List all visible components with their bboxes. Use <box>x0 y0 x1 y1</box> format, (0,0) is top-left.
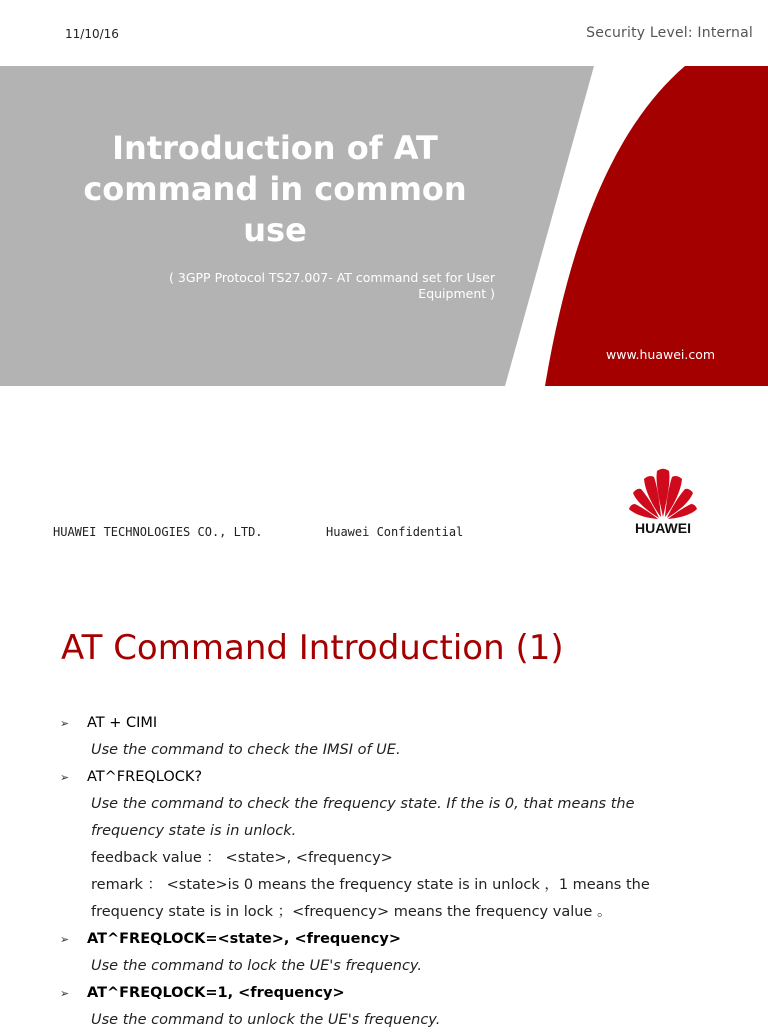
arrow-bullet-icon: ➢ <box>60 987 70 1000</box>
title-line: use <box>243 211 307 249</box>
command-name: AT^FREQLOCK=<state>, <frequency> <box>87 931 401 947</box>
command-description: Use the command to unlock the UE's frequency. <box>91 1012 441 1028</box>
title-line: Introduction of AT <box>112 129 438 167</box>
command-remark: frequency state is in lock ；<frequency> means the frequency value 。 <box>91 904 612 920</box>
command-name: AT^FREQLOCK=1, <frequency> <box>87 985 345 1001</box>
slide-subtitle <box>100 270 495 302</box>
arrow-bullet-icon: ➢ <box>60 933 70 946</box>
huawei-logo-text: HUAWEI <box>635 520 691 536</box>
command-feedback: feedback value ： <state>, <frequency> <box>91 850 393 866</box>
website-link[interactable]: www.huawei.com <box>606 347 716 362</box>
footer-confidential: Huawei Confidential <box>326 525 464 539</box>
command-description: Use the command to check the IMSI of UE. <box>91 742 401 758</box>
huawei-petals-icon <box>625 465 701 521</box>
command-description: Use the command to lock the UE's frequency. <box>91 958 422 974</box>
arrow-bullet-icon: ➢ <box>60 771 70 784</box>
title-line: command in common <box>83 170 467 208</box>
slide-heading: AT Command Introduction (1) <box>61 628 564 668</box>
command-description: Use the command to check the frequency state. If the is 0, that means the <box>91 796 635 812</box>
command-list <box>60 710 740 1034</box>
arrow-bullet-icon: ➢ <box>60 717 70 730</box>
list-item <box>60 980 740 1007</box>
command-name: AT^FREQLOCK? <box>87 769 203 785</box>
list-item <box>60 710 740 737</box>
list-item <box>60 764 740 791</box>
list-item <box>60 926 740 953</box>
huawei-logo <box>625 465 701 537</box>
subtitle-line: Equipment ) <box>418 286 495 301</box>
footer-company: HUAWEI TECHNOLOGIES CO., LTD. <box>53 525 263 539</box>
subtitle-line: ( 3GPP Protocol TS27.007- AT command set for User <box>169 270 495 285</box>
slide-date: 11/10/16 <box>65 27 119 41</box>
content-slide <box>0 576 768 1028</box>
security-level: Security Level: Internal <box>586 25 753 41</box>
slide-title <box>40 128 510 251</box>
command-description: frequency state is in unlock. <box>91 823 297 839</box>
command-name: AT + CIMI <box>87 715 158 731</box>
command-remark: remark ： <state>is 0 means the frequency state is in unlock ，1 means the <box>91 877 650 893</box>
